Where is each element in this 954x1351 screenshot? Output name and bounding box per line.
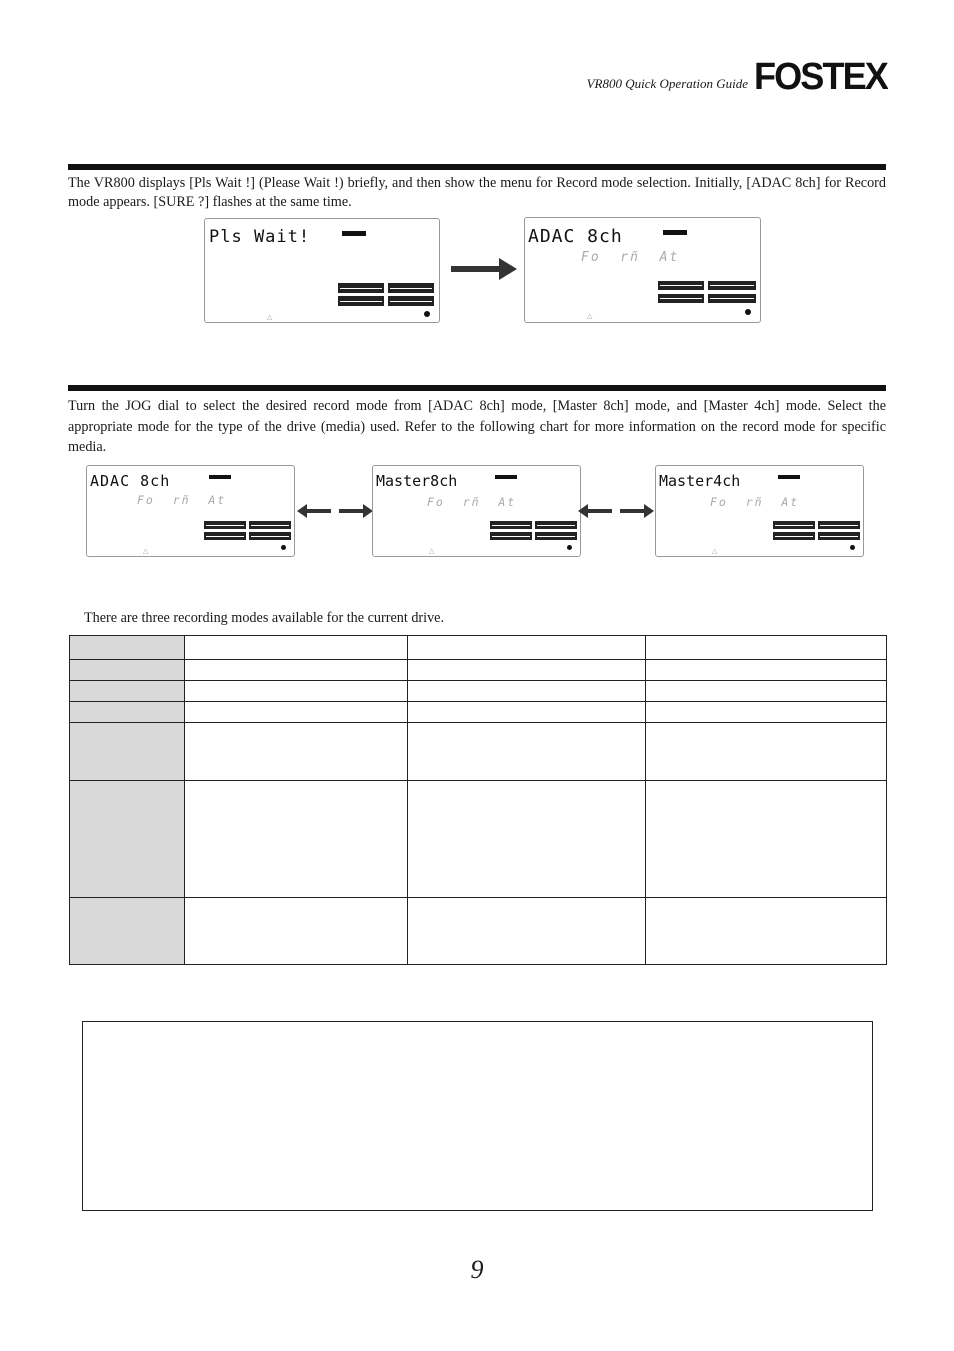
section2-rule [68,385,886,391]
lcd-indicator [778,475,800,479]
lcd-meter [388,283,434,293]
lcd-meter [708,281,756,290]
lcd-indicator [495,475,517,479]
lcd-indicator [342,231,366,236]
lcd-meter [708,294,756,303]
lcd-meter [658,294,704,303]
table-cell [408,702,646,723]
table-cell [70,898,185,965]
lcd-main-text: Master8ch [376,472,458,490]
lcd-display-adac-8ch [86,465,295,557]
table-row [70,660,887,681]
lcd-dot [850,545,855,550]
triangle-icon: △ [143,547,149,555]
table-cell [646,660,887,681]
table-row [70,723,887,781]
triangle-icon: △ [712,547,718,555]
lcd-dot [567,545,572,550]
table-row [70,636,887,660]
lcd-sub-text: Fo rñ At [427,495,517,509]
triangle-icon: △ [267,313,273,321]
table-cell [185,702,408,723]
table-cell [185,636,408,660]
lcd-display-adac-8ch [524,217,761,323]
table-cell [70,702,185,723]
table-cell [185,898,408,965]
lcd-meter [535,521,577,529]
lcd-display-master-4ch [655,465,864,557]
lcd-meter [658,281,704,290]
lcd-meter [249,532,291,540]
table-intro: There are three recording modes available for the current drive. [84,610,445,626]
header-guide-title: VR800 Quick Operation Guide [586,76,748,91]
fostex-logo [754,56,888,96]
lcd-meter [338,296,384,306]
lcd-meter [773,532,815,540]
lcd-meter [204,532,246,540]
table-cell [185,781,408,898]
record-mode-table [69,635,887,965]
lcd-indicator [209,475,231,479]
left-arrow-icon [297,504,333,518]
left-arrow-icon [578,504,614,518]
table-cell [408,636,646,660]
lcd-meter [773,521,815,529]
lcd-meter [490,532,532,540]
note-box [82,1021,873,1211]
table-cell [70,723,185,781]
triangle-icon: △ [587,312,593,320]
lcd-display-pls-wait [204,218,440,323]
lcd-dot [745,309,751,315]
lcd-sub-text: Fo rñ At [581,250,680,265]
lcd-meter [535,532,577,540]
lcd-sub-text: Fo rñ At [137,493,227,507]
table-cell [646,702,887,723]
table-row [70,681,887,702]
table-cell [70,660,185,681]
table-row [70,702,887,723]
table-row [70,898,887,965]
lcd-main-text: Pls Wait! [209,227,311,247]
table-cell [646,636,887,660]
lcd-sub-text: Fo rñ At [710,495,800,509]
table-cell [70,636,185,660]
table-cell [408,681,646,702]
lcd-meter [204,521,246,529]
table-cell [185,723,408,781]
right-arrow-icon [339,504,375,518]
table-cell [185,660,408,681]
table-cell [646,898,887,965]
lcd-meter [249,521,291,529]
table-cell [646,781,887,898]
lcd-indicator [663,230,687,235]
lcd-dot [424,311,430,317]
page-number: 9 [470,1255,484,1284]
section1-rule [68,164,886,170]
right-arrow-icon [620,504,656,518]
lcd-main-text: Master4ch [659,472,741,490]
lcd-main-text: ADAC 8ch [528,226,623,247]
table-cell [646,723,887,781]
section1-paragraph: The VR800 displays [Pls Wait !] (Please Wait !) briefly, and then show the menu for Record mode selection. Initially, [ADAC 8ch] for Record mode appears. [SURE ?] flashes at the same time. [68,175,886,210]
lcd-meter [388,296,434,306]
right-arrow-icon [451,258,519,280]
triangle-icon: △ [429,547,435,555]
table-cell [408,781,646,898]
lcd-meter [338,283,384,293]
lcd-dot [281,545,286,550]
lcd-main-text: ADAC 8ch [90,472,171,490]
svg-text:FOSTEX: FOSTEX [754,56,887,96]
table-cell [70,781,185,898]
section2-paragraph: Turn the JOG dial to select the desired record mode from [ADAC 8ch] mode, [Master 8ch] mode, and [Master 4ch] mode. Select the appropriate mode for the type of the drive (media) used. Refer to the following chart for more information on the record mode for specific media. [68,398,886,455]
table-cell [408,660,646,681]
table-cell [185,681,408,702]
table-cell [408,723,646,781]
table-cell [408,898,646,965]
table-cell [646,681,887,702]
table-cell [70,681,185,702]
lcd-meter [818,532,860,540]
lcd-display-master-8ch [372,465,581,557]
lcd-meter [818,521,860,529]
table-row [70,781,887,898]
lcd-meter [490,521,532,529]
